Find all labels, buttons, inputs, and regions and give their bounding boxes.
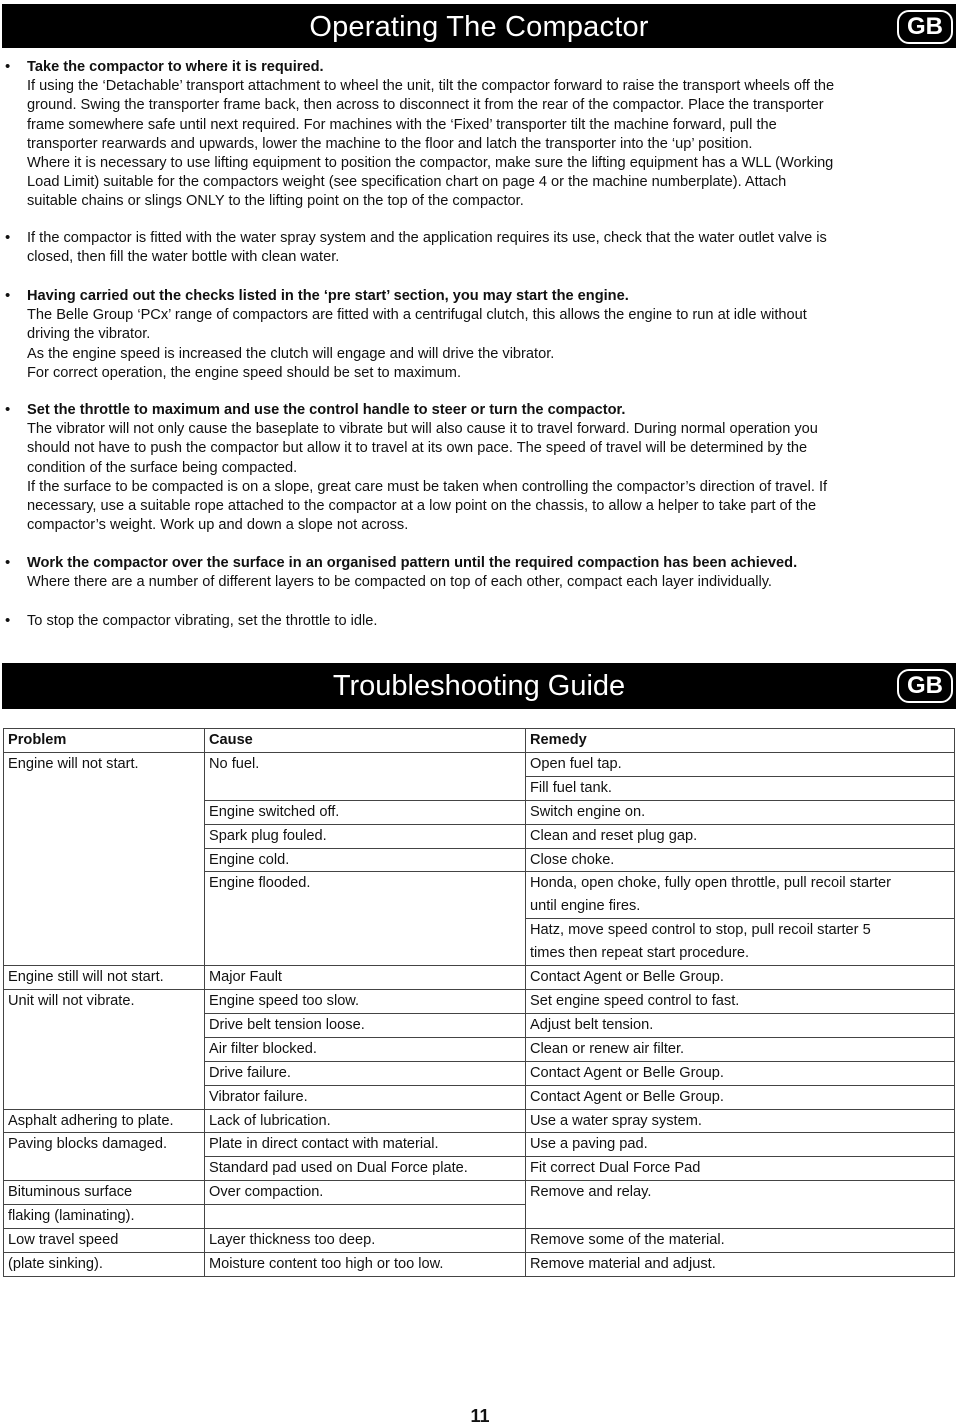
problem-cell bbox=[4, 800, 205, 824]
instruction-line: compactor’s weight. Work up and down a slope not across. bbox=[27, 517, 409, 534]
troubleshooting-table bbox=[3, 728, 955, 1277]
cause-cell: Drive belt tension loose. bbox=[205, 1013, 526, 1037]
cause-cell: Over compaction. bbox=[205, 1181, 526, 1205]
bullet-icon: • bbox=[5, 612, 11, 629]
page-number: 11 bbox=[470, 1406, 490, 1426]
problem-cell: Low travel speed bbox=[4, 1229, 205, 1253]
table-row bbox=[4, 848, 955, 872]
instruction-paragraph bbox=[27, 554, 932, 592]
instruction-paragraph bbox=[27, 612, 932, 631]
cause-cell: Standard pad used on Dual Force plate. bbox=[205, 1157, 526, 1181]
table-row bbox=[4, 800, 955, 824]
remedy-cell: Remove material and adjust. bbox=[526, 1252, 955, 1276]
problem-cell bbox=[4, 1085, 205, 1109]
bullet-icon: • bbox=[5, 287, 11, 304]
cause-cell: Major Fault bbox=[205, 966, 526, 990]
problem-cell bbox=[4, 872, 205, 895]
remedy-cell: Fill fuel tank. bbox=[526, 776, 955, 800]
section-title: Troubleshooting Guide bbox=[332, 670, 626, 702]
table-row bbox=[4, 1229, 955, 1253]
table-row bbox=[4, 1037, 955, 1061]
instruction-paragraph bbox=[27, 229, 932, 267]
table-row bbox=[4, 1181, 955, 1205]
problem-cell: Bituminous surface bbox=[4, 1181, 205, 1205]
cause-cell bbox=[205, 1205, 526, 1229]
table-row bbox=[4, 1157, 955, 1181]
section-header-troubleshooting bbox=[2, 663, 956, 709]
section-header-operating bbox=[2, 4, 956, 48]
cause-cell: Spark plug fouled. bbox=[205, 824, 526, 848]
cause-cell: Engine flooded. bbox=[205, 872, 526, 895]
table-row bbox=[4, 919, 955, 942]
problem-cell: (plate sinking). bbox=[4, 1252, 205, 1276]
problem-cell bbox=[4, 1157, 205, 1181]
problem-cell bbox=[4, 848, 205, 872]
remedy-cell bbox=[526, 1205, 955, 1229]
problem-cell bbox=[4, 776, 205, 800]
cause-cell: Drive failure. bbox=[205, 1061, 526, 1085]
remedy-cell: Contact Agent or Belle Group. bbox=[526, 1061, 955, 1085]
remedy-cell: Open fuel tap. bbox=[526, 752, 955, 776]
instruction-line: transporter rearwards and upwards, lower the machine to the floor and latch the transporter into the ‘up’ position. bbox=[27, 135, 753, 152]
table-row bbox=[4, 824, 955, 848]
instruction-line: If the surface to be compacted is on a slope, great care must be taken when controlling the compactor’s direction of travel. If bbox=[27, 478, 828, 495]
instruction-line: driving the vibrator. bbox=[27, 326, 151, 343]
remedy-cell: Switch engine on. bbox=[526, 800, 955, 824]
instruction-line: Where it is necessary to use lifting equipment to position the compactor, make sure the lifting equipment has a WLL (Working bbox=[27, 155, 834, 172]
problem-cell bbox=[4, 919, 205, 942]
instruction-lead: Work the compactor over the surface in an organised pattern until the required compaction has been achieved. bbox=[27, 555, 798, 571]
table-row bbox=[4, 872, 955, 895]
cause-cell: Air filter blocked. bbox=[205, 1037, 526, 1061]
problem-cell bbox=[4, 942, 205, 965]
instruction-paragraph bbox=[27, 401, 932, 535]
table-row bbox=[4, 966, 955, 990]
cause-cell bbox=[205, 776, 526, 800]
table-row bbox=[4, 1133, 955, 1157]
instruction-paragraph bbox=[27, 287, 932, 383]
problem-cell: Asphalt adhering to plate. bbox=[4, 1109, 205, 1133]
remedy-cell: Remove and relay. bbox=[526, 1181, 955, 1205]
problem-cell: Engine still will not start. bbox=[4, 966, 205, 990]
problem-cell bbox=[4, 1037, 205, 1061]
remedy-cell: Contact Agent or Belle Group. bbox=[526, 1085, 955, 1109]
table-row bbox=[4, 752, 955, 776]
problem-cell: Engine will not start. bbox=[4, 752, 205, 776]
remedy-cell: times then repeat start procedure. bbox=[526, 942, 955, 965]
section-title: Operating The Compactor bbox=[309, 11, 649, 43]
bullet-icon: • bbox=[5, 401, 11, 418]
instruction-lead: Having carried out the checks listed in the ‘pre start’ section, you may start the engine. bbox=[27, 288, 629, 304]
table-row bbox=[4, 895, 955, 918]
column-header-cause: Cause bbox=[205, 729, 526, 753]
column-header-remedy: Remedy bbox=[526, 729, 955, 753]
instruction-line: The vibrator will not only cause the baseplate to vibrate but will also cause it to travel forward. During normal operation you bbox=[27, 421, 818, 438]
remedy-cell: Honda, open choke, fully open throttle, pull recoil starter bbox=[526, 872, 955, 895]
cause-cell bbox=[205, 895, 526, 918]
cause-cell: Vibrator failure. bbox=[205, 1085, 526, 1109]
column-header-problem: Problem bbox=[4, 729, 205, 753]
instruction-line: frame somewhere safe until next required. For machines with the ‘Fixed’ transporter tilt the machine forward, pull the bbox=[27, 116, 777, 133]
instruction-line: condition of the surface being compacted. bbox=[27, 459, 298, 476]
remedy-cell: Set engine speed control to fast. bbox=[526, 989, 955, 1013]
instruction-line: necessary, use a suitable rope attached to the compactor at a low point on the chassis, to allow a helper to take part of the bbox=[27, 498, 817, 515]
table-row bbox=[4, 1013, 955, 1037]
table-header-row bbox=[4, 729, 955, 753]
table-row bbox=[4, 1085, 955, 1109]
cause-cell: Layer thickness too deep. bbox=[205, 1229, 526, 1253]
instruction-line: should not have to push the compactor but allow it to travel at its own pace. The speed of travel will be determined by the bbox=[27, 440, 808, 457]
table-row bbox=[4, 1109, 955, 1133]
cause-cell bbox=[205, 919, 526, 942]
remedy-cell: Contact Agent or Belle Group. bbox=[526, 966, 955, 990]
remedy-cell: Use a water spray system. bbox=[526, 1109, 955, 1133]
table-row bbox=[4, 1061, 955, 1085]
instruction-line: For correct operation, the engine speed should be set to maximum. bbox=[27, 364, 461, 381]
problem-cell bbox=[4, 1061, 205, 1085]
table-row bbox=[4, 942, 955, 965]
instruction-line: To stop the compactor vibrating, set the throttle to idle. bbox=[27, 613, 378, 629]
instruction-paragraph bbox=[27, 58, 932, 212]
remedy-cell: until engine fires. bbox=[526, 895, 955, 918]
instruction-line: Load Limit) suitable for the compactors weight (see specification chart on page 4 or the machine numberplate). Attach bbox=[27, 174, 787, 191]
remedy-cell: Clean and reset plug gap. bbox=[526, 824, 955, 848]
instruction-line: Where there are a number of different layers to be compacted on top of each other, compact each layer individually. bbox=[27, 574, 772, 591]
bullet-icon: • bbox=[5, 554, 11, 571]
bullet-icon: • bbox=[5, 229, 11, 246]
table-row bbox=[4, 1252, 955, 1276]
instruction-line: If the compactor is fitted with the water spray system and the application requires its use, check that the water outlet valve is bbox=[27, 230, 827, 246]
instruction-line: If using the ‘Detachable’ transport attachment to wheel the unit, tilt the compactor forward to raise the transport wheels off the bbox=[27, 78, 835, 95]
cause-cell: Plate in direct contact with material. bbox=[205, 1133, 526, 1157]
remedy-cell: Use a paving pad. bbox=[526, 1133, 955, 1157]
problem-cell bbox=[4, 824, 205, 848]
cause-cell: No fuel. bbox=[205, 752, 526, 776]
remedy-cell: Fit correct Dual Force Pad bbox=[526, 1157, 955, 1181]
problem-cell bbox=[4, 1013, 205, 1037]
instruction-line: ground. Swing the transporter frame back, then across to disconnect it from the rear of the compactor. Place the transporter bbox=[27, 97, 824, 114]
instruction-line: closed, then fill the water bottle with clean water. bbox=[27, 249, 340, 266]
table-row bbox=[4, 776, 955, 800]
instruction-lead: Set the throttle to maximum and use the control handle to steer or turn the compactor. bbox=[27, 402, 626, 418]
bullet-icon: • bbox=[5, 58, 11, 75]
problem-cell bbox=[4, 895, 205, 918]
cause-cell bbox=[205, 942, 526, 965]
instruction-line: The Belle Group ‘PCx’ range of compactors are fitted with a centrifugal clutch, this allows the engine to run at idle without bbox=[27, 307, 807, 324]
problem-cell: Unit will not vibrate. bbox=[4, 989, 205, 1013]
instruction-line: As the engine speed is increased the clutch will engage and will drive the vibrator. bbox=[27, 345, 555, 362]
remedy-cell: Close choke. bbox=[526, 848, 955, 872]
cause-cell: Engine cold. bbox=[205, 848, 526, 872]
remedy-cell: Adjust belt tension. bbox=[526, 1013, 955, 1037]
cause-cell: Moisture content too high or too low. bbox=[205, 1252, 526, 1276]
cause-cell: Lack of lubrication. bbox=[205, 1109, 526, 1133]
gb-badge: GB bbox=[897, 669, 953, 703]
table-row bbox=[4, 989, 955, 1013]
cause-cell: Engine switched off. bbox=[205, 800, 526, 824]
cause-cell: Engine speed too slow. bbox=[205, 989, 526, 1013]
gb-badge: GB bbox=[897, 10, 953, 44]
instruction-lead: Take the compactor to where it is required. bbox=[27, 59, 324, 75]
remedy-cell: Clean or renew air filter. bbox=[526, 1037, 955, 1061]
remedy-cell: Hatz, move speed control to stop, pull recoil starter 5 bbox=[526, 919, 955, 942]
problem-cell: flaking (laminating). bbox=[4, 1205, 205, 1229]
table-row bbox=[4, 1205, 955, 1229]
instruction-line: suitable chains or slings ONLY to the lifting point on the top of the compactor. bbox=[27, 193, 524, 210]
problem-cell: Paving blocks damaged. bbox=[4, 1133, 205, 1157]
remedy-cell: Remove some of the material. bbox=[526, 1229, 955, 1253]
